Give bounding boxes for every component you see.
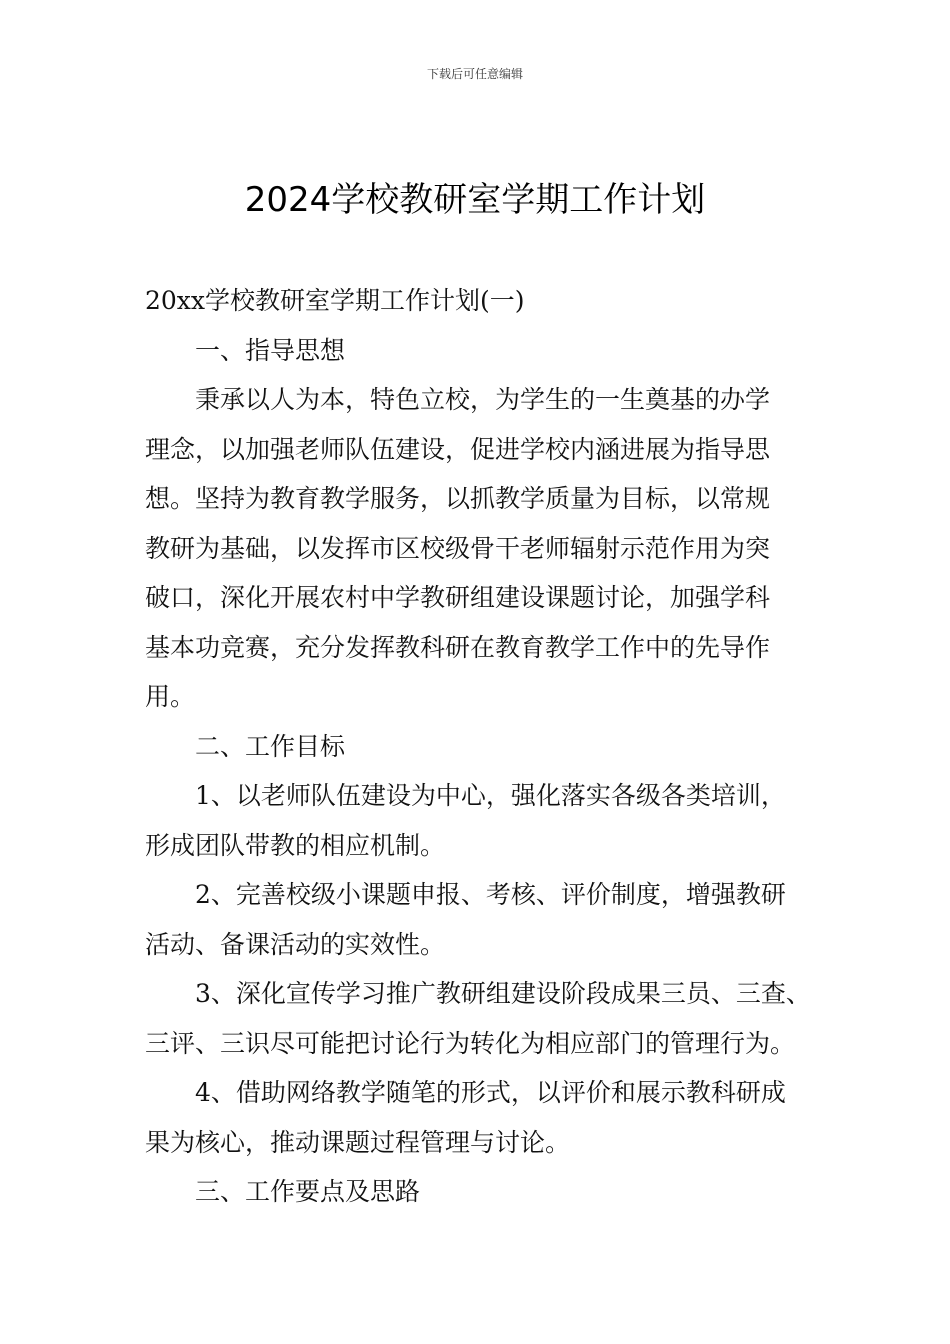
list-item-line: 4、借助网络教学随笔的形式，以评价和展示教科研成 <box>195 1078 786 1107</box>
list-item-line: 3、深化宣传学习推广教研组建设阶段成果三员、三查、 <box>195 979 811 1008</box>
list-item-line: 果为核心，推动课题过程管理与讨论。 <box>145 1127 571 1157</box>
list-item-line: 活动、备课活动的实效性。 <box>145 929 446 959</box>
paragraph-line: 教研为基础，以发挥市区校级骨干老师辐射示范作用为突 <box>145 533 771 563</box>
list-item-line: 三评、三识尽可能把讨论行为转化为相应部门的管理行为。 <box>145 1028 796 1058</box>
document-title: 2024学校教研室学期工作计划 <box>244 180 706 220</box>
paragraph-line: 理念，以加强老师队伍建设，促进学校内涵进展为指导思 <box>145 434 771 464</box>
paragraph-line: 基本功竞赛，充分发挥教科研在教育教学工作中的先导作 <box>145 632 771 662</box>
list-item-line: 形成团队带教的相应机制。 <box>145 830 446 860</box>
subsection-heading: 三、工作要点及思路 <box>195 1177 421 1206</box>
paragraph-line: 破口，深化开展农村中学教研组建设课题讨论，加强学科 <box>145 583 771 612</box>
paragraph-line: 想。坚持为教育教学服务，以抓教学质量为目标，以常规 <box>145 484 771 513</box>
list-item-line: 2、完善校级小课题申报、考核、评价制度，增强教研 <box>195 880 786 909</box>
paragraph-line: 用。 <box>145 682 196 711</box>
section-heading: 20xx学校教研室学期工作计划(一) <box>145 286 525 315</box>
page-header-note: 下载后可任意编辑 <box>426 67 523 81</box>
subsection-heading: 一、指导思想 <box>195 335 346 365</box>
subsection-heading: 二、工作目标 <box>195 731 346 761</box>
paragraph-line: 秉承以人为本，特色立校，为学生的一生奠基的办学 <box>195 385 771 414</box>
document-body <box>145 276 825 1217</box>
list-item-line: 1、以老师队伍建设为中心，强化落实各级各类培训， <box>195 781 786 810</box>
